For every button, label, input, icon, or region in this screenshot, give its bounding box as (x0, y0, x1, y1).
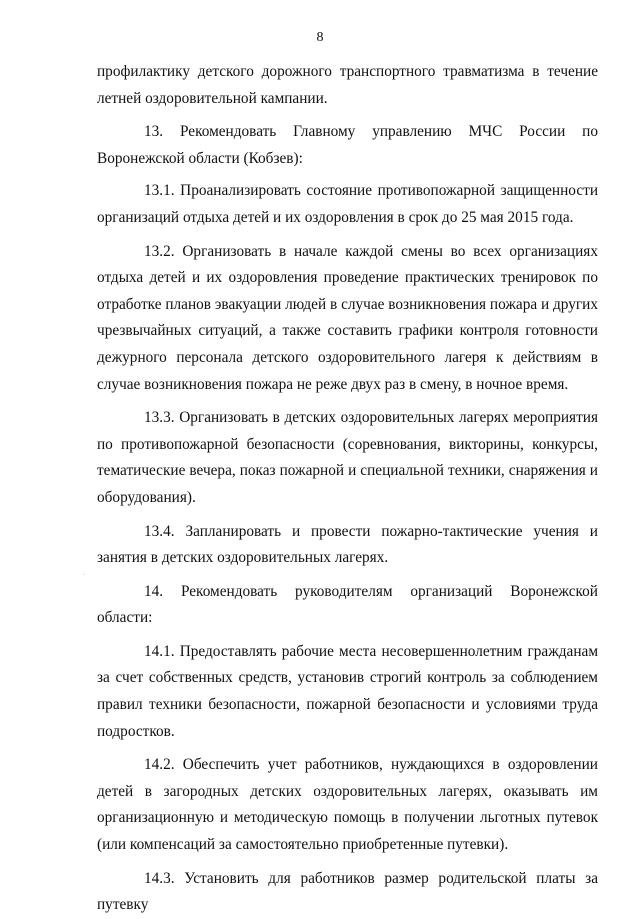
paragraph-13-3: 13.3. Организовать в детских оздоровительных лагерях мероприятия по противопожарной безопасности (соревнования, викторины, конкурсы, тематические вечера, показ пожарной и специальной техники, снаряжения и оборудования). (97, 409, 598, 506)
paragraph-13-4: 13.4. Запланировать и провести пожарно-тактические учения и занятия в детских оздоровительных лагерях. (97, 522, 598, 567)
page-number: 8 (316, 30, 324, 45)
paragraph-14-3: 14.3. Установить для работников размер родительской платы за путевку (97, 869, 598, 914)
paragraph-14: 14. Рекомендовать руководителям организаций Воронежской области: (97, 582, 598, 627)
document-body (97, 59, 598, 919)
paragraph-13-1: 13.1. Проанализировать состояние противопожарной защищенности организаций отдыха детей и их оздоровления в срок до 25 мая 2015 года. (97, 182, 598, 226)
margin-mark: · (83, 572, 85, 578)
paragraph-13-2: 13.2. Организовать в начале каждой смены во всех организациях отдыха детей и их оздоровления проведение практических тренировок по отработке планов эвакуации людей в случае возникновения пожара и других чрезвычайных ситуаций, а также составить графики контроля готовности дежурного персонала детского оздоровительного лагеря к действиям в случае возникновения пожара не реже двух раз в смену, в ночное время. (97, 242, 598, 393)
paragraph-14-1: 14.1. Предоставлять рабочие места несовершеннолетним гражданам за счет собственных средств, установив строгий контроль за соблюдением правил техники безопасности, пожарной безопасности и условиями труда подростков. (97, 642, 598, 740)
paragraph-continuation: профилактику детского дорожного транспортного травматизма в течение летней оздоровительной кампании. (97, 63, 598, 107)
paragraph-13: 13. Рекомендовать Главному управлению МЧС России по Воронежской области (Кобзев): (97, 123, 598, 167)
paragraph-14-2: 14.2. Обеспечить учет работников, нуждающихся в оздоровлении детей в загородных детских оздоровительных лагерях, оказывать им организационную и методическую помощь в получении льготных путевок (или компенсаций за самостоятельно приобретенные путевки). (97, 756, 598, 854)
